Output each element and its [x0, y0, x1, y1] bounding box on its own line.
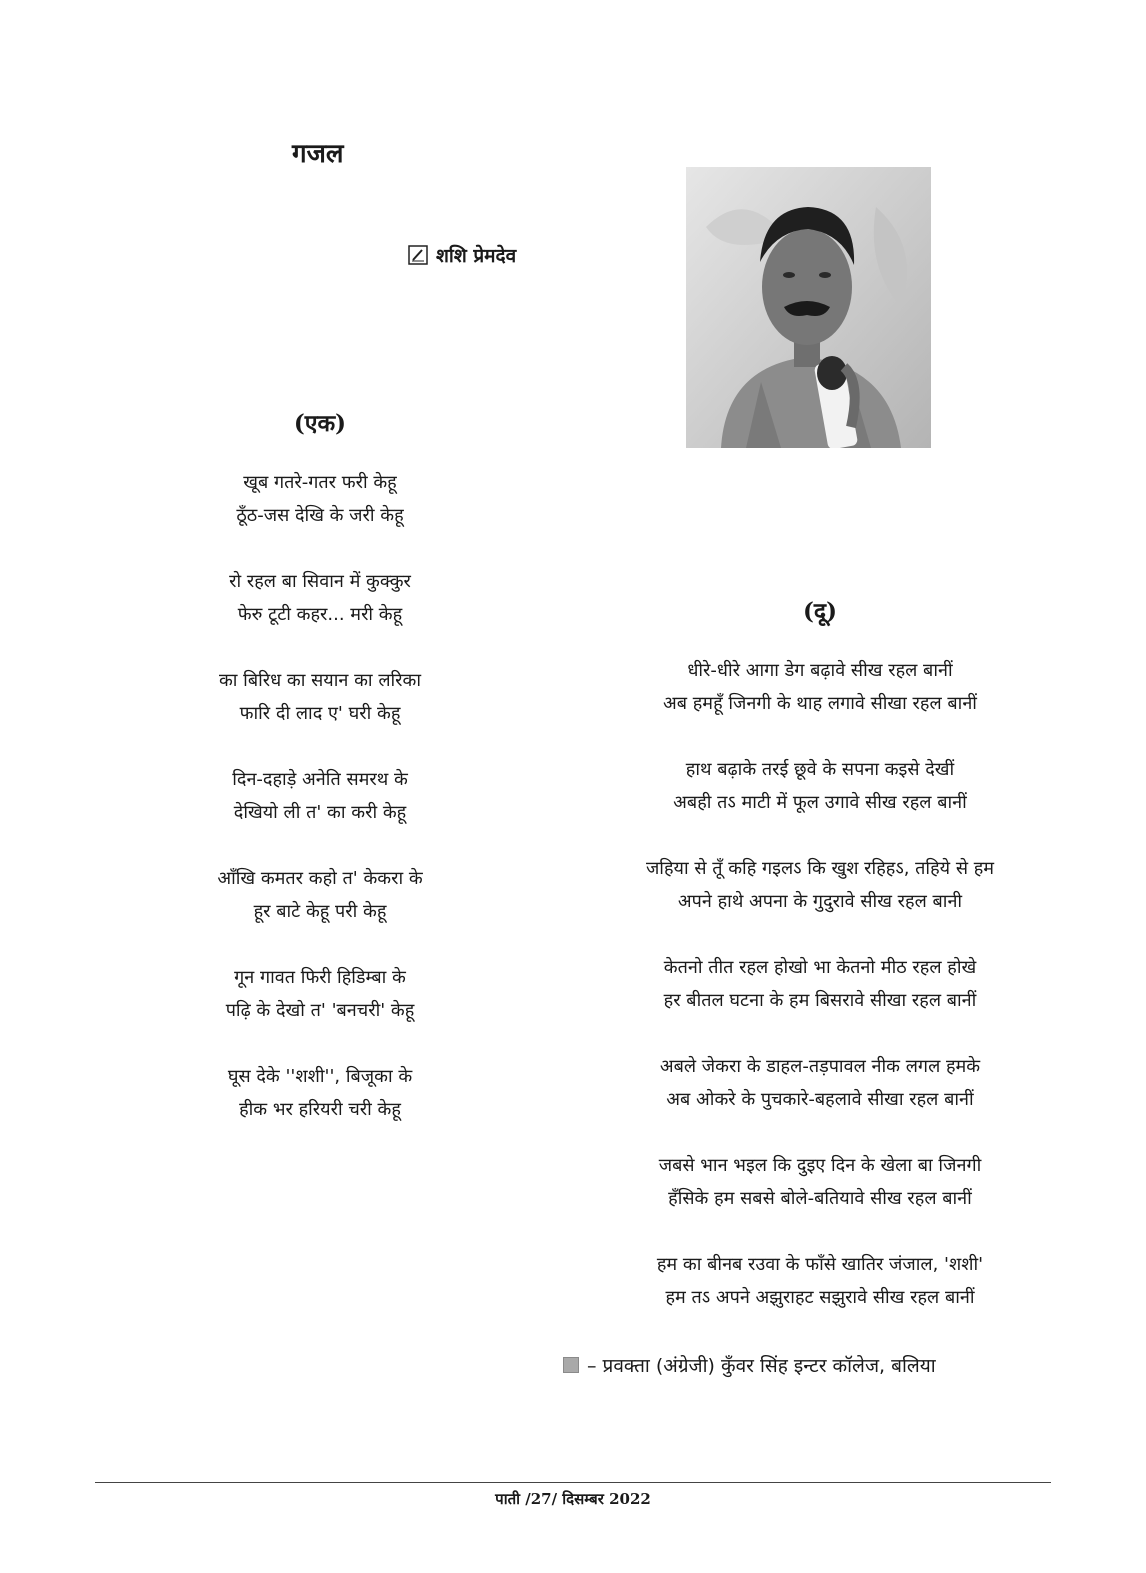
footer-divider: [95, 1482, 1051, 1483]
poem-line: धीरे-धीरे आगा डेग बढ़ावे सीख रहल बानीं: [687, 660, 953, 681]
poem-line: हाथ बढ़ाके तरई छूवे के सपना कइसे देखीं: [685, 759, 955, 780]
poem-line: हीक भर हरियरी चरी केहू: [239, 1099, 401, 1120]
poem-line: देखियो ली त' का करी केहू: [233, 802, 407, 823]
poem-line: पढ़ि के देखो त' 'बनचरी' केहू: [225, 1000, 415, 1021]
poem-line: हँसिके हम सबसे बोले-बतियावे सीख रहल बानीं: [668, 1188, 972, 1209]
stanza: [560, 852, 1080, 918]
poem-line: हम तऽ अपने अझुराहट सझुरावे सीख रहल बानीं: [665, 1287, 975, 1308]
poem-line: घूस देके ''शशी'', बिजूका के: [227, 1066, 413, 1087]
poem-line: अबही तऽ माटी में फूल उगावे सीख रहल बानीं: [673, 792, 967, 813]
poem-line: रो रहल बा सिवान में कुक्कुर: [229, 571, 411, 592]
poem-one-heading: (एक): [293, 410, 347, 437]
stanza: [170, 1060, 470, 1126]
stanza: [170, 763, 470, 829]
poem-line: जबसे भान भइल कि दुइए दिन के खेला बा जिनगी: [658, 1155, 982, 1176]
author-note-text: – प्रवक्ता (अंग्रेजी) कुँवर सिंह इन्टर कॉलेज, बलिया: [587, 1355, 936, 1377]
author-note: [563, 1352, 936, 1378]
stanza: [170, 961, 470, 1027]
poem-line: हर बीतल घटना के हम बिसरावे सीखा रहल बानीं: [663, 990, 977, 1011]
poem-line: फारि दी लाद ए' घरी केहू: [239, 703, 401, 724]
stanza: [560, 753, 1080, 819]
author-name: शशि प्रेमदेव: [436, 245, 517, 267]
poem-two-heading: (दू): [803, 598, 837, 625]
poem-line: खूब गतरे-गतर फरी केहू: [243, 472, 397, 493]
stanza: [170, 565, 470, 631]
page-title: गजल: [292, 139, 344, 169]
stanza: [170, 664, 470, 730]
author-byline: [408, 242, 516, 268]
stanza: [560, 1248, 1080, 1314]
poem-line: फेरु टूटी कहर... मरी केहू: [237, 604, 403, 625]
stanza: [560, 1149, 1080, 1215]
poem-line: ठूँठ-जस देखि के जरी केहू: [236, 505, 404, 526]
poem-line: दिन-दहाड़े अनेति समरथ के: [232, 769, 408, 790]
poem-line: हम का बीनब रउवा के फाँसे खातिर जंजाल, 'शशी': [656, 1254, 984, 1275]
poem-line: हूर बाटे केहू परी केहू: [253, 901, 387, 922]
poem-line: अबले जेकरा के डाहल-तड़पावल नीक लगल हमके: [659, 1056, 981, 1077]
poem-line: जहिया से तूँ कहि गइलऽ कि खुश रहिहऽ, तहिये से हम: [645, 858, 995, 879]
stanza: [560, 951, 1080, 1017]
author-photo: [686, 167, 931, 448]
stanza: [560, 654, 1080, 720]
poem-line: अब ओकरे के पुचकारे-बहलावे सीखा रहल बानीं: [666, 1089, 974, 1110]
stanza: [170, 862, 470, 928]
pen-paper-icon: [408, 245, 428, 265]
poem-line: अब हमहूँ जिनगी के थाह लगावे सीखा रहल बानीं: [663, 693, 977, 714]
poem-line: केतनो तीत रहल होखो भा केतनो मीठ रहल होखे: [663, 957, 977, 978]
poem-one: [170, 404, 470, 1159]
poem-line: आँखि कमतर कहो त' केकरा के: [217, 868, 423, 889]
poem-line: गून गावत फिरी हिडिम्बा के: [234, 967, 406, 988]
stanza: [170, 466, 470, 532]
poem-two: [560, 592, 1080, 1347]
stanza: [560, 1050, 1080, 1116]
poem-line: का बिरिध का सयान का लरिका: [218, 670, 422, 691]
poem-line: अपने हाथे अपना के गुदुरावे सीख रहल बानी: [677, 891, 963, 912]
page-footer: पाती /27/ दिसम्बर 2022: [495, 1490, 651, 1508]
square-bullet-icon: [563, 1357, 579, 1373]
